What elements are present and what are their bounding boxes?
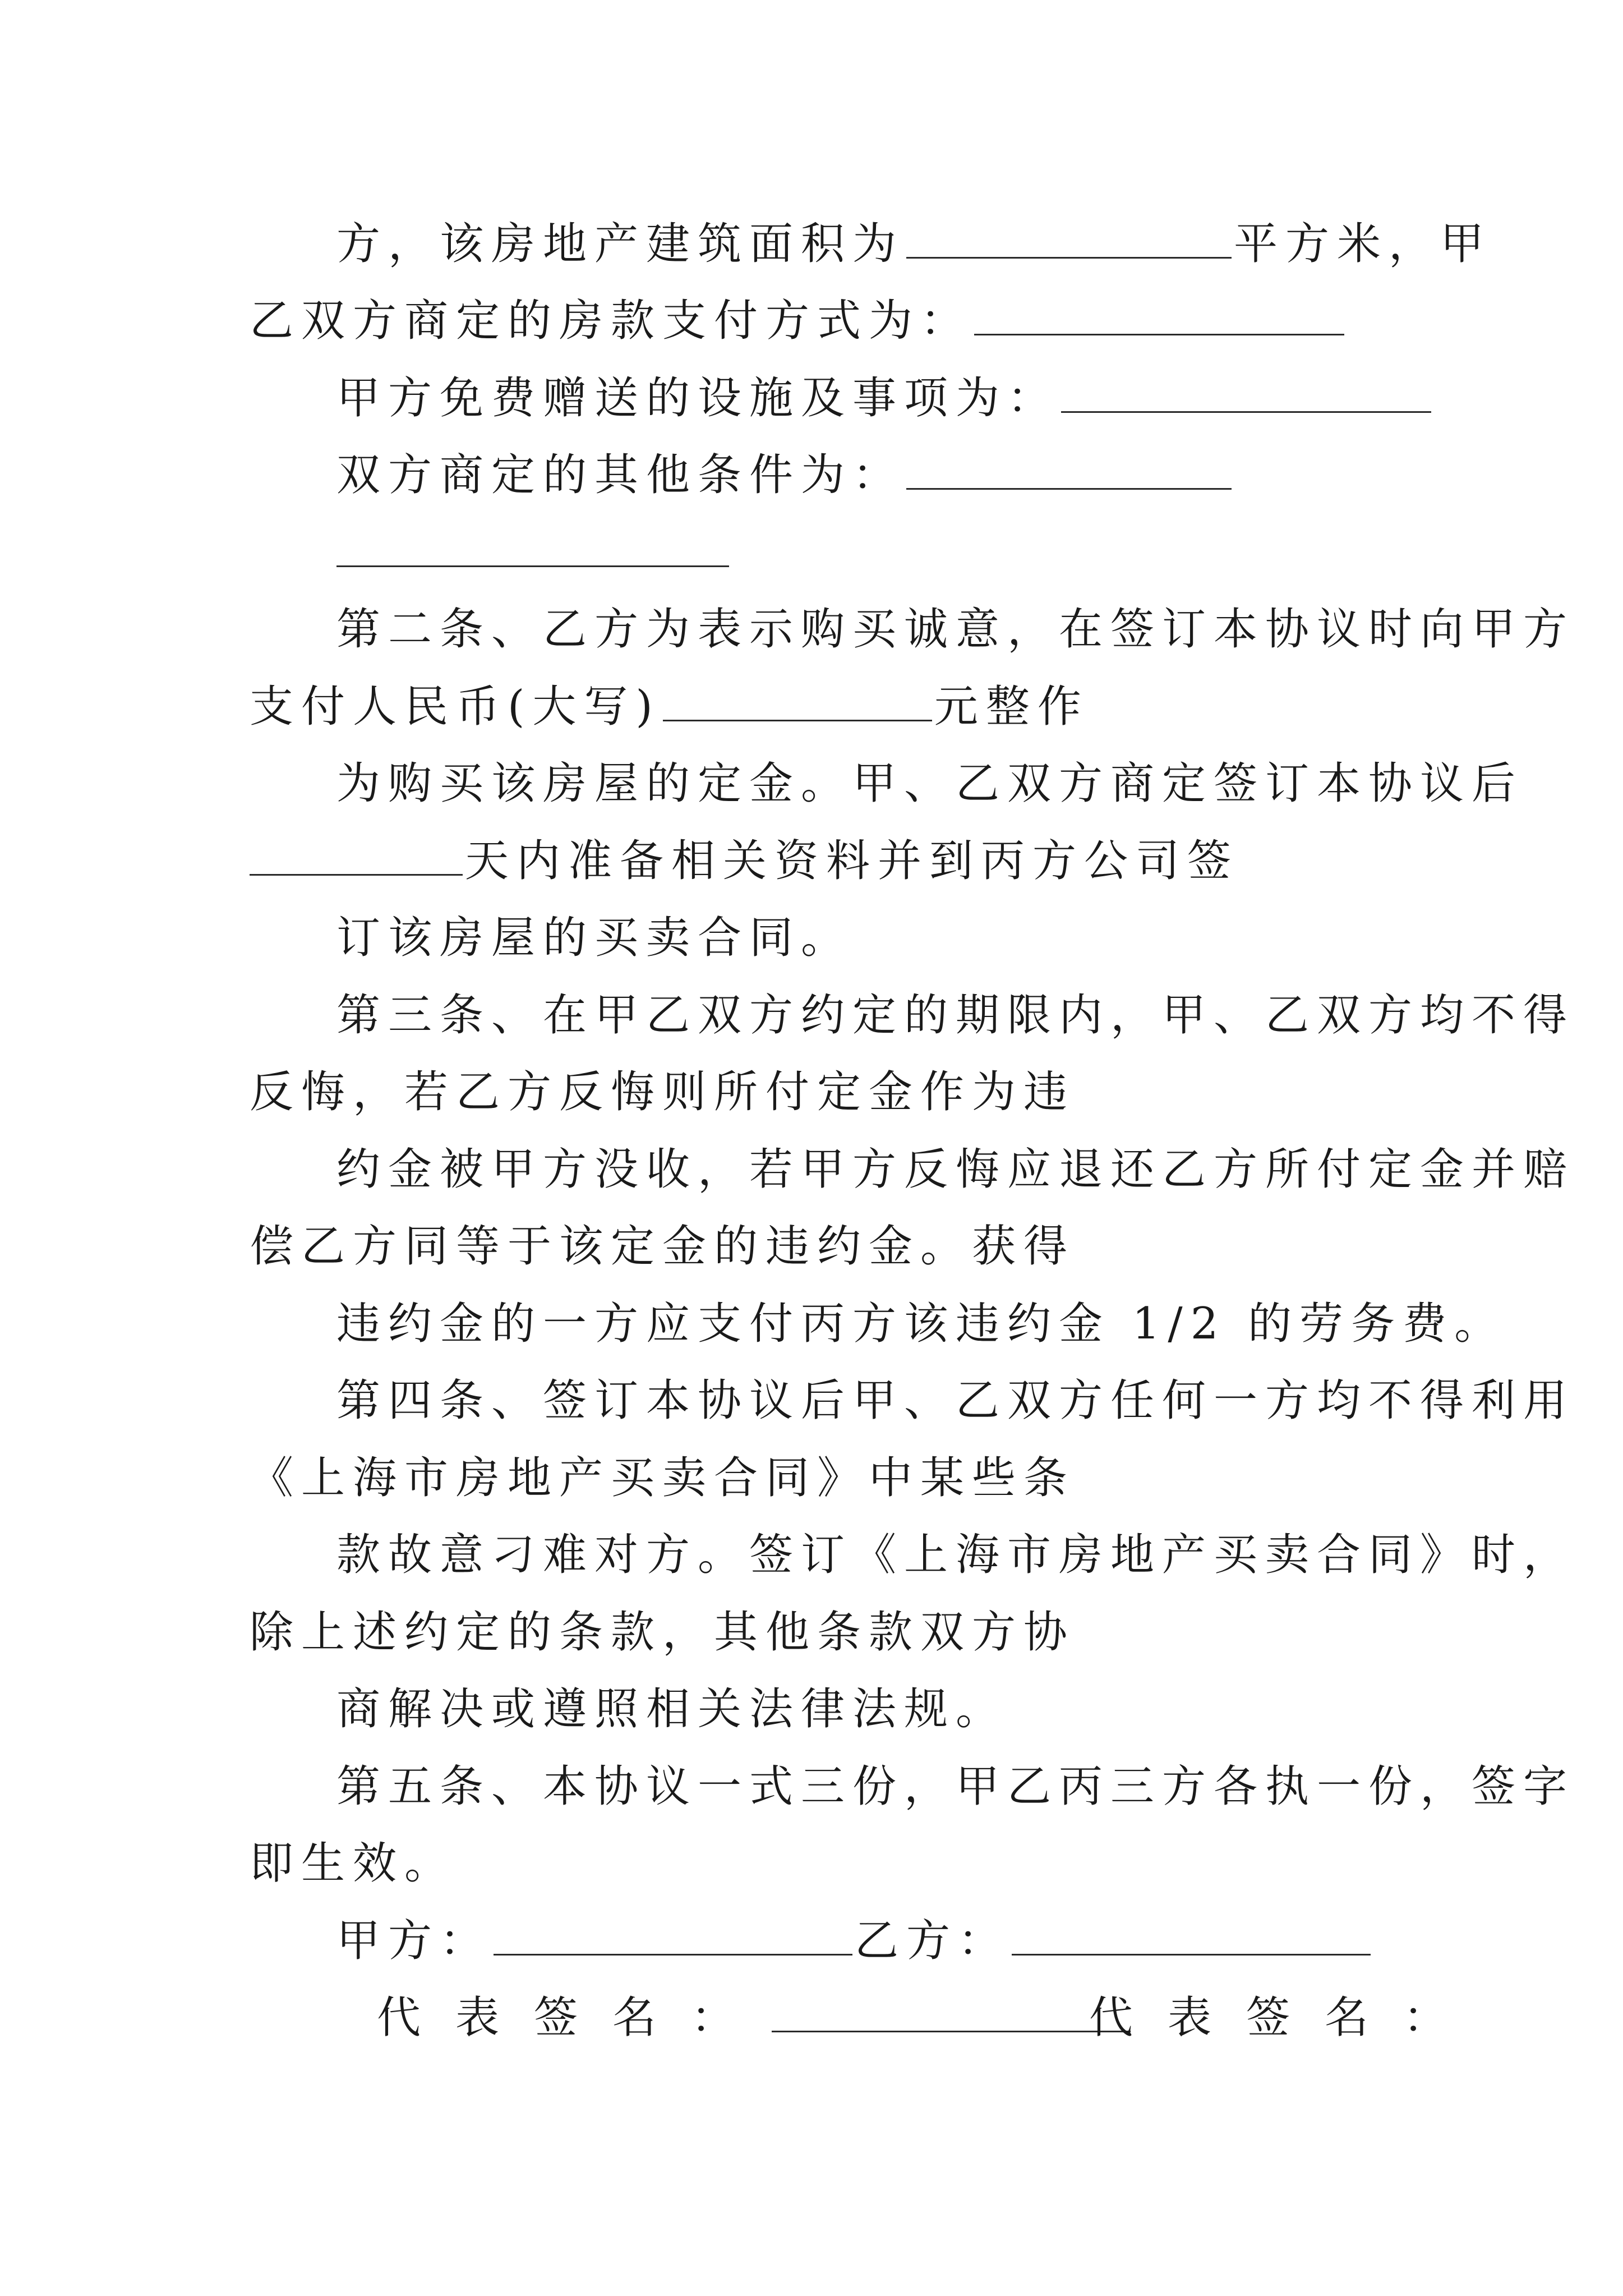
text-line xyxy=(336,1142,1575,1198)
representative-line xyxy=(1089,1990,1482,2046)
text-segment: 元整作 xyxy=(934,682,1089,732)
text-segment: 即生效。 xyxy=(250,1838,457,1889)
text-segment: 除上述约定的条款，其他条款双方协 xyxy=(250,1607,1076,1658)
blank-field[interactable] xyxy=(974,297,1344,335)
party-b-label: 乙方： xyxy=(855,1916,1010,1966)
blank-field[interactable] xyxy=(663,683,932,721)
party-b-field[interactable] xyxy=(1012,1917,1371,1955)
text-line xyxy=(336,1681,1007,1737)
text-line xyxy=(336,1296,1506,1352)
text-segment: 双方商定的其他条件为： xyxy=(336,450,905,500)
text-line xyxy=(250,833,1239,889)
text-segment: 违约金的一方应支付丙方该违约金 1/2 的劳务费。 xyxy=(336,1299,1506,1349)
text-line xyxy=(336,987,1575,1043)
text-line xyxy=(250,1064,1075,1120)
text-segment: 甲方免费赠送的设施及事项为： xyxy=(336,373,1059,424)
text-segment: 第三条、在甲乙双方约定的期限内，甲、乙双方均不得 xyxy=(336,990,1575,1041)
text-line xyxy=(250,1218,1075,1274)
text-segment: 乙双方商定的房款支付方式为： xyxy=(250,296,972,346)
text-line xyxy=(336,1527,1575,1583)
text-segment: 为购买该房屋的定金。甲、乙双方商定签订本协议后 xyxy=(336,758,1524,809)
rep-b-label: 代表签名： xyxy=(1089,1993,1482,2043)
text-segment: 平方米，甲 xyxy=(1234,219,1492,269)
party-a-label: 甲方： xyxy=(336,1916,492,1966)
text-line xyxy=(336,756,1523,812)
text-line xyxy=(336,1759,1575,1815)
text-segment: 天内准备相关资料并到丙方公司签 xyxy=(465,836,1239,886)
text-line xyxy=(250,679,1089,735)
blank-field[interactable] xyxy=(1061,374,1431,413)
rep-a-field[interactable] xyxy=(772,1994,1131,2032)
text-line xyxy=(336,910,852,966)
text-segment: 款故意刁难对方。签订《上海市房地产买卖合同》时， xyxy=(336,1530,1575,1580)
party-a-field[interactable] xyxy=(494,1917,852,1955)
text-segment: 商解决或遵照相关法律法规。 xyxy=(336,1684,1008,1734)
text-line xyxy=(336,370,1433,426)
text-segment: 第二条、乙方为表示购买诚意，在签订本协议时向甲方 xyxy=(336,604,1575,655)
signature-line xyxy=(336,1913,1373,1969)
representative-line xyxy=(377,1990,1133,2046)
text-segment: 第四条、签订本协议后甲、乙双方任何一方均不得利用 xyxy=(336,1375,1575,1426)
text-segment: 订该房屋的买卖合同。 xyxy=(336,913,853,963)
text-segment: 偿乙方同等于该定金的违约金。获得 xyxy=(250,1221,1076,1272)
blank-field[interactable] xyxy=(336,560,729,567)
text-line xyxy=(250,293,1347,349)
text-line xyxy=(250,1604,1075,1660)
text-segment: 支付人民币(大写) xyxy=(250,682,661,732)
text-line xyxy=(250,1450,1075,1506)
text-line xyxy=(336,1373,1575,1429)
text-line xyxy=(336,601,1575,657)
text-segment: 反悔，若乙方反悔则所付定金作为违 xyxy=(250,1067,1076,1117)
text-segment: 《上海市房地产买卖合同》中某些条 xyxy=(250,1453,1076,1503)
text-line xyxy=(336,447,1234,503)
text-segment: 约金被甲方没收，若甲方反悔应退还乙方所付定金并赔 xyxy=(336,1144,1575,1195)
blank-field[interactable] xyxy=(250,837,463,876)
rep-a-label: 代表签名： xyxy=(377,1993,770,2043)
text-line xyxy=(250,1835,456,1892)
blank-field[interactable] xyxy=(906,451,1232,490)
text-segment: 第五条、本协议一式三份，甲乙丙三方各执一份，签字 xyxy=(336,1761,1575,1812)
text-segment: 方，该房地产建筑面积为 xyxy=(336,219,905,269)
text-line xyxy=(336,216,1492,272)
blank-field[interactable] xyxy=(906,220,1232,259)
